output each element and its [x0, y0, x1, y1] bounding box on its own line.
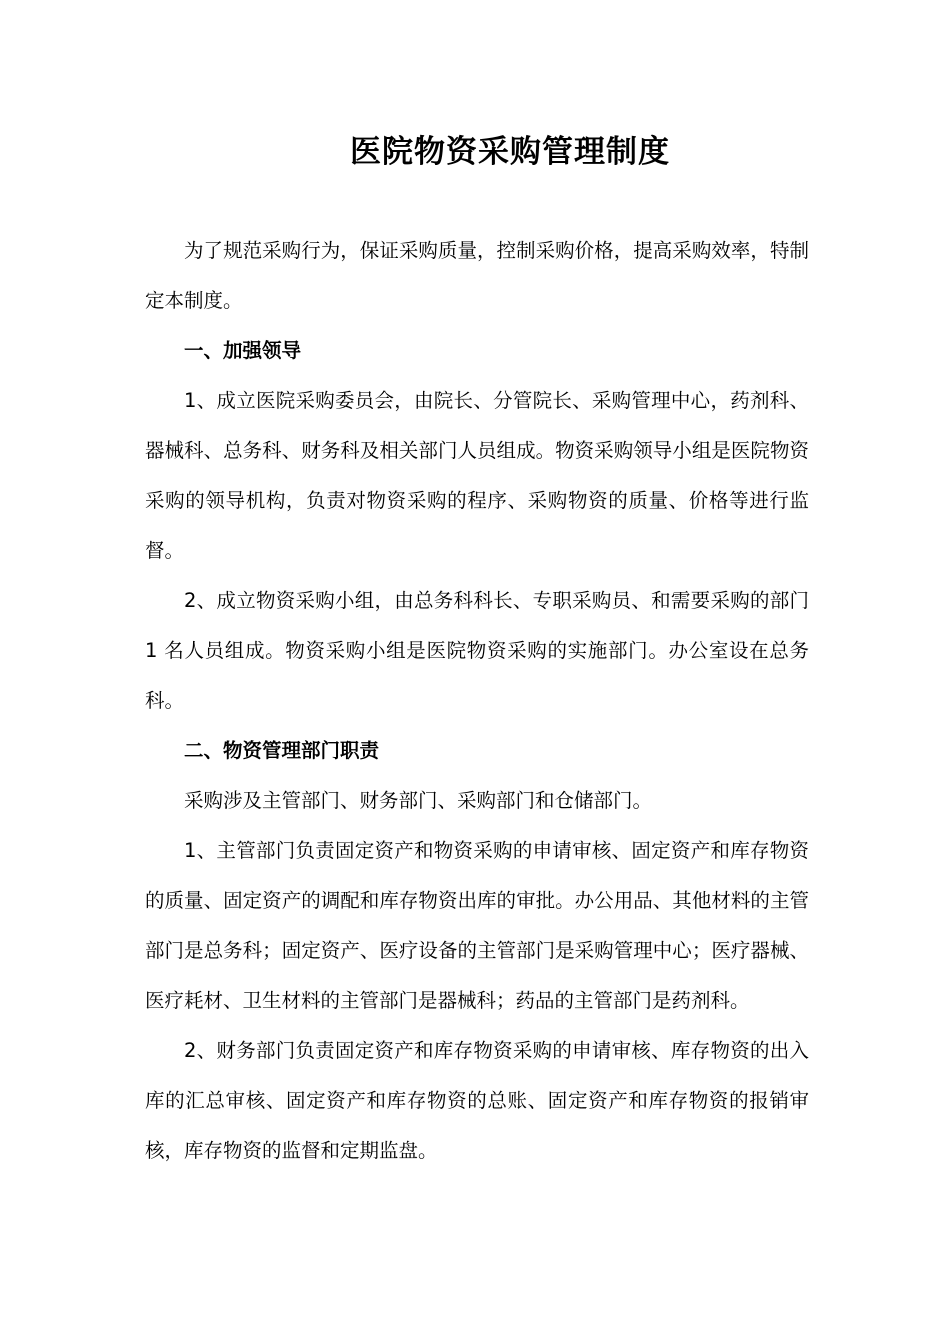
intro-paragraph: 为了规范采购行为，保证采购质量，控制采购价格，提高采购效率，特制定本制度。: [145, 239, 809, 312]
document-title: 医院物资采购管理制度: [350, 134, 670, 170]
section-heading-2: 二、物资管理部门职责: [184, 739, 380, 762]
body-paragraph: 1、成立医院采购委员会，由院长、分管院长、采购管理中心，药剂科、器械科、总务科、财务科及相关部门人员组成。物资采购领导小组是医院物资采购的领导机构，负责对物资采购的程序、采购物资的质量、价格等进行监督。: [145, 389, 809, 562]
document-body: [145, 226, 809, 1176]
section-heading-1: 一、加强领导: [184, 339, 302, 362]
body-paragraph: 1、主管部门负责固定资产和物资采购的申请审核、固定资产和库存物资的质量、固定资产的调配和库存物资出库的审批。办公用品、其他材料的主管部门是总务科；固定资产、医疗设备的主管部门是采购管理中心；医疗器械、医疗耗材、卫生材料的主管部门是器械科；药品的主管部门是药剂科。: [145, 839, 809, 1012]
body-paragraph: 采购涉及主管部门、财务部门、采购部门和仓储部门。: [184, 789, 653, 812]
body-paragraph: 2、财务部门负责固定资产和库存物资采购的申请审核、库存物资的出入库的汇总审核、固定资产和库存物资的总账、固定资产和库存物资的报销审核，库存物资的监督和定期监盘。: [145, 1039, 809, 1162]
body-paragraph: 2、成立物资采购小组，由总务科科长、专职采购员、和需要采购的部门 1 名人员组成。物资采购小组是医院物资采购的实施部门。办公室设在总务科。: [145, 589, 809, 712]
